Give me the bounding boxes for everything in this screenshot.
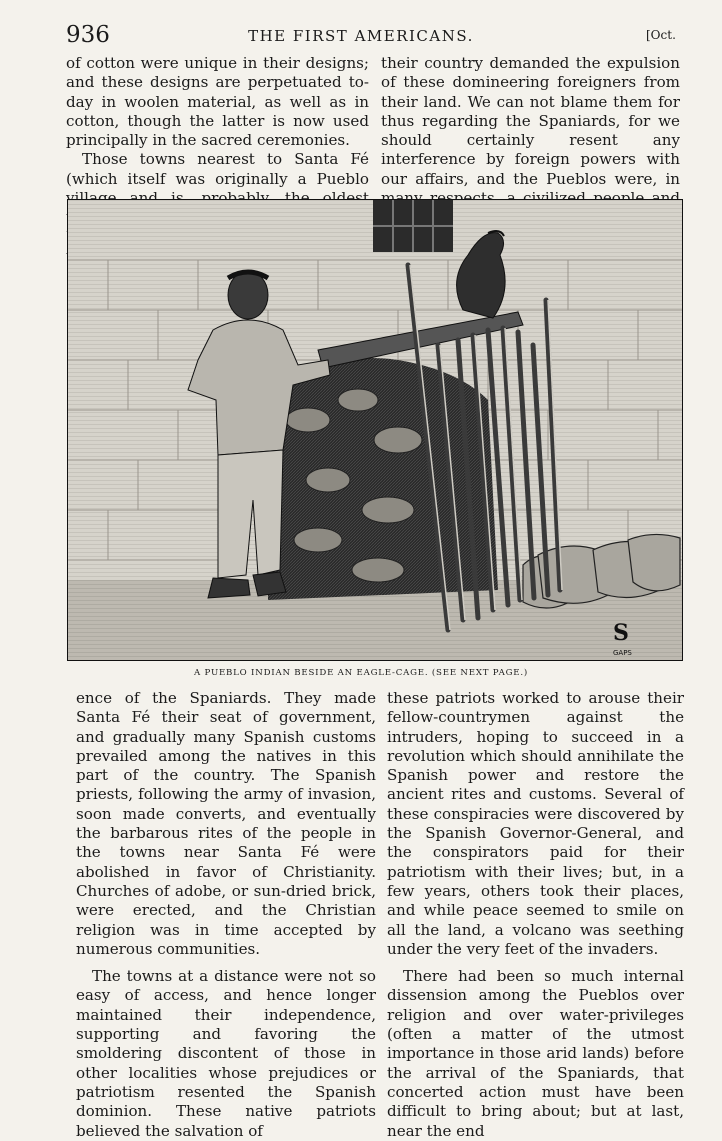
column-bottom-right bbox=[387, 689, 684, 1141]
paragraph: ence of the Spaniards. They made Santa Fé their seat of government, and gradually many Spanish customs prevailed among the natives in this part of the country. The Spanish priests, following the army of invasion, soon made converts, and eventually the barbarous rites of the people in the towns near Santa Fé were abolished in favor of Christianity. Churches of adobe, or sun-dried brick, were erected, and the Christian religion was in time accepted by numerous communities. bbox=[76, 689, 376, 958]
svg-text:GAPS: GAPS bbox=[613, 649, 632, 657]
paragraph: There had been so much internal dissension among the Pueblos over religion and over water-privileges (often a matter of the utmost importance in those arid lands) before the arrival of the Spaniards, that concerted action must have been difficult to bring about; but at last, near the end bbox=[387, 967, 684, 1140]
illustration-caption: A PUEBLO INDIAN BESIDE AN EAGLE-CAGE. (SEE NEXT PAGE.) bbox=[193, 668, 529, 678]
paragraph: The towns at a distance were not so easy of access, and hence longer maintained their independence, supporting and favoring the smoldering discontent of those in other localities whose prejudices or patriotism resented the Spanish dominion. These native patriots believed the salvation of bbox=[76, 967, 376, 1140]
engraving-art bbox=[68, 200, 683, 661]
engraving-illustration bbox=[67, 199, 683, 661]
paragraph: these patriots worked to arouse their fellow-countrymen against the intruders, hoping to succeed in a revolution which should annihilate the Spanish power and restore the ancient rites and customs. Several of these conspiracies were discovered by the Spanish Governor-General, and the conspirators paid for their patriotism with their lives; but, in a few years, others took their places, and while peace seemed to smile on all the land, a volcano was seething under the very feet of the invaders. bbox=[387, 689, 684, 958]
svg-text:S: S bbox=[613, 620, 629, 646]
paragraph: Those towns nearest to Santa Fé (which itself was originally a Pueblo bbox=[66, 150, 369, 188]
column-bottom-left bbox=[76, 689, 376, 1141]
paragraph: their country demanded the expulsion of these domineering foreigners from their land. We can not blame them for thus regarding the Spaniards, for we should certainly resent any interference by foreign powers with our affairs, and the Pueblos were, in bbox=[381, 54, 680, 188]
running-head: THE FIRST AMERICANS. bbox=[248, 27, 474, 45]
month-label: [Oct. bbox=[646, 28, 676, 42]
page-number: 936 bbox=[66, 22, 110, 48]
paragraph: of cotton were unique in their designs; and these designs are perpetuated to-day in woolen material, as well as in cotton, though the latter is now used principally in the sacred ceremonies. bbox=[66, 54, 369, 150]
